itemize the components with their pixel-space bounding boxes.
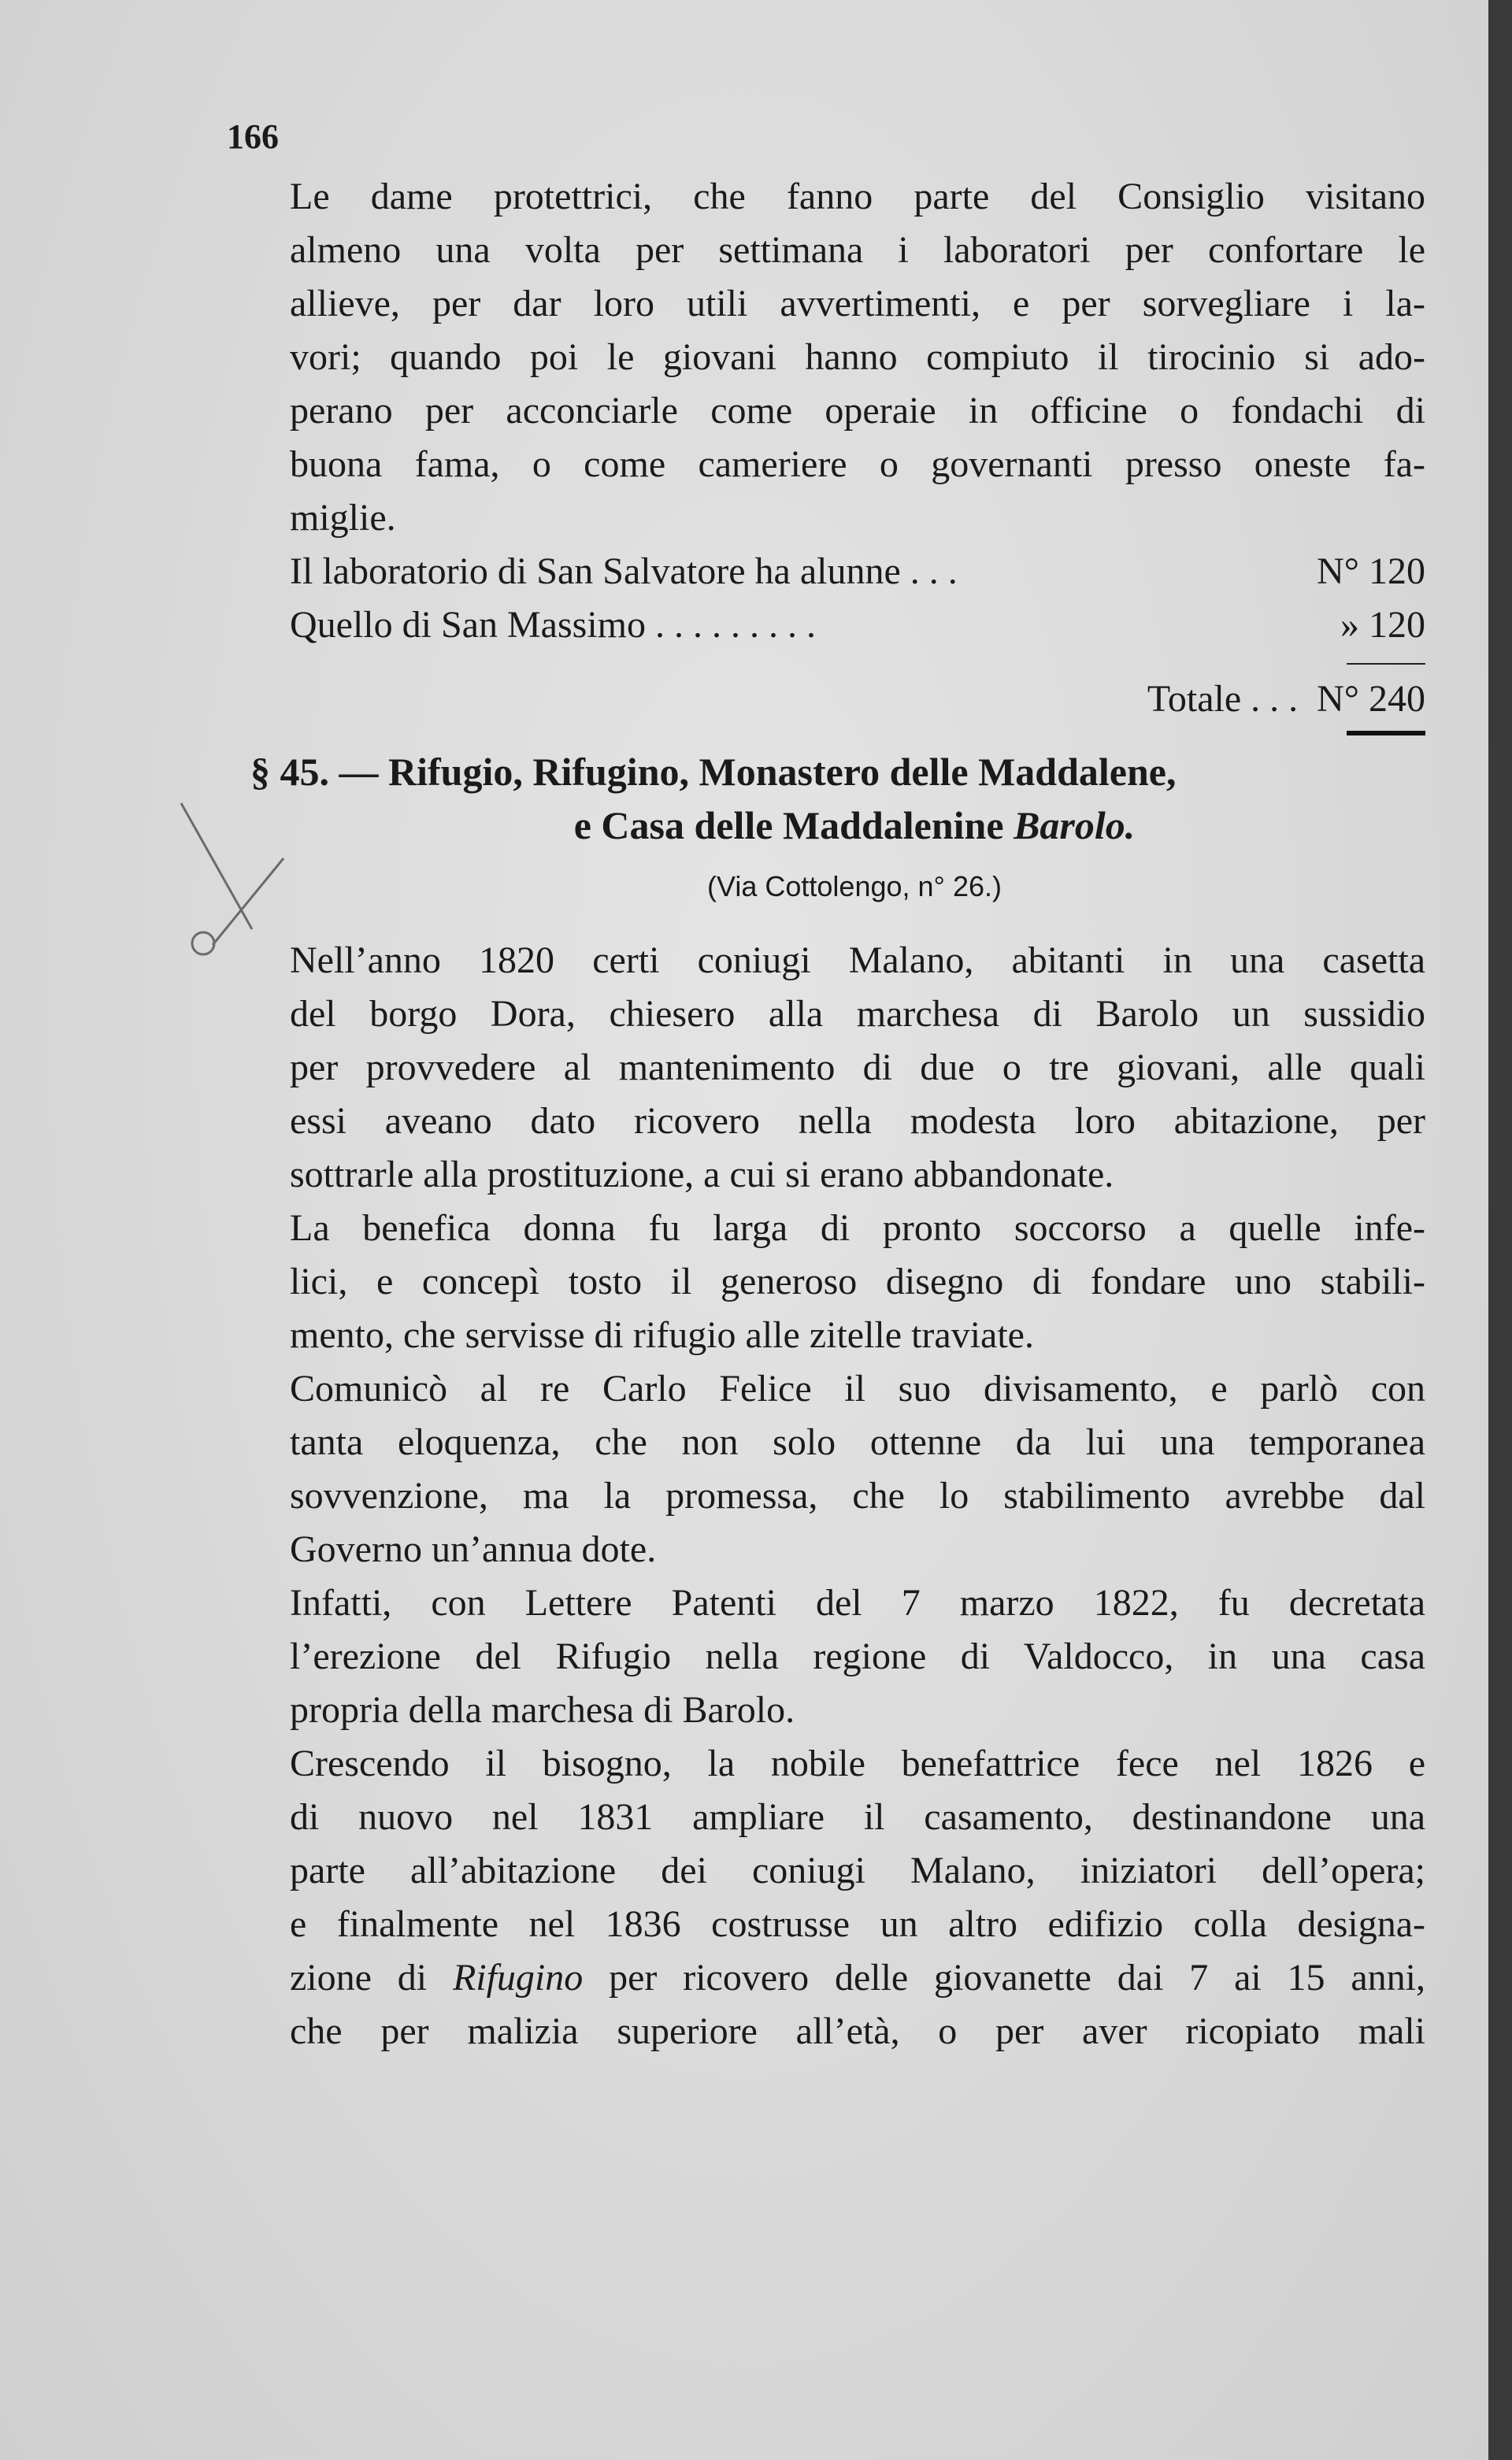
page-number: 166	[227, 117, 279, 156]
text-line: mento, che servisse di rifugio alle zitelle traviate.	[290, 1314, 1034, 1356]
paragraph-crescendo-bisogno	[252, 1737, 1425, 2058]
text-line: buona fama, o come cameriere o governanti presso oneste fa-	[290, 443, 1425, 485]
text-line: che per malizia superiore all’età, o per aver ricopiato mali	[290, 2010, 1425, 2052]
table-row	[252, 598, 1425, 652]
row-value: N° 120	[1317, 550, 1425, 592]
alunne-table	[252, 545, 1425, 726]
paragraph-lettere-patenti	[252, 1576, 1425, 1737]
text-line: sovvenzione, ma la promessa, che lo stabilimento avrebbe dal	[290, 1475, 1425, 1517]
paragraph-carlo-felice	[252, 1362, 1425, 1576]
text-line: almeno una volta per settimana i laboratori per confortare le	[290, 229, 1425, 271]
section-subtitle-italic: Barolo.	[1014, 803, 1136, 847]
section-title-line2	[252, 798, 1425, 852]
total-rule	[1347, 663, 1425, 665]
text-line: lici, e concepì tosto il generoso disegno di fondare uno stabili-	[290, 1261, 1425, 1302]
paragraph-benefica-donna	[252, 1202, 1425, 1362]
total-wrap	[1147, 672, 1425, 726]
text-line: propria della marchesa di Barolo.	[290, 1689, 795, 1731]
paragraph-anno-1820	[252, 934, 1425, 1202]
total-double-rule	[1347, 731, 1425, 735]
text-line: di nuovo nel 1831 ampliare il casamento, destinandone una	[290, 1796, 1425, 1838]
text-line	[252, 1951, 1425, 2005]
text-line: Infatti, con Lettere Patenti del 7 marzo 1822, fu decretata	[290, 1582, 1425, 1624]
text-line: tanta eloquenza, che non solo ottenne da lui una temporanea	[290, 1421, 1425, 1463]
text-line: parte all’abitazione dei coniugi Malano, iniziatori dell’opera;	[290, 1850, 1425, 1891]
section-title-line1	[250, 745, 1425, 798]
paragraph-dame-protettrici	[252, 170, 1425, 545]
text-line: Comunicò al re Carlo Felice il suo divisamento, e parlò con	[290, 1368, 1425, 1410]
text-line: allieve, per dar loro utili avvertimenti, e per sorvegliare i la-	[290, 283, 1425, 324]
row-label: Il laboratorio di San Salvatore ha alunne . . .	[290, 550, 958, 592]
table-row	[252, 545, 1425, 598]
section-address: (Via Cottolengo, n° 26.)	[707, 870, 1002, 902]
text-line: vori; quando poi le giovani hanno compiuto il tirocinio si ado-	[290, 336, 1425, 378]
total-value: N° 240	[1317, 678, 1425, 720]
text-line: sottrarle alla prostituzione, a cui si erano abbandonate.	[290, 1154, 1114, 1195]
text-fragment: per ricovero delle giovanette dai 7 ai 15 anni,	[609, 1957, 1426, 1999]
book-page	[227, 110, 1426, 2058]
text-line: miglie.	[290, 497, 396, 539]
section-dash: —	[339, 750, 379, 794]
scan-edge	[1488, 0, 1512, 2460]
text-line: e finalmente nel 1836 costrusse un altro edifizio colla designa-	[290, 1903, 1425, 1945]
row-label: Quello di San Massimo . . . . . . . . .	[290, 604, 816, 646]
section-subtitle: e Casa delle Maddalenine	[573, 803, 1004, 847]
text-line: Governo un’annua dote.	[290, 1528, 657, 1570]
section-heading	[252, 745, 1425, 852]
text-line: perano per acconciarle come operaie in officine o fondachi di	[290, 390, 1425, 432]
text-line: per provvedere al mantenimento di due o tre giovani, alle quali	[290, 1047, 1425, 1088]
text-line: essi aveano dato ricovero nella modesta loro abitazione, per	[290, 1100, 1425, 1142]
text-line: Le dame protettrici, che fanno parte del Consiglio visitano	[290, 176, 1425, 217]
text-line: del borgo Dora, chiesero alla marchesa di Barolo un sussidio	[290, 993, 1425, 1035]
text-line: Nell’anno 1820 certi coniugi Malano, abitanti in una casetta	[290, 939, 1425, 981]
text-fragment: zione di	[290, 1957, 428, 1999]
text-line: Crescendo il bisogno, la nobile benefattrice fece nel 1826 e	[290, 1743, 1425, 1784]
total-label: Totale . . .	[1147, 678, 1299, 720]
text-fragment-italic: Rifugino	[452, 1957, 584, 1999]
text-line: l’erezione del Rifugio nella regione di Valdocco, in una casa	[290, 1636, 1425, 1677]
section-number: § 45.	[250, 750, 329, 794]
table-total-row	[252, 672, 1425, 726]
row-value: » 120	[1340, 604, 1425, 646]
section-title: Rifugio, Rifugino, Monastero delle Maddalene,	[388, 750, 1177, 794]
text-line: La benefica donna fu larga di pronto soccorso a quelle infe-	[290, 1207, 1425, 1249]
